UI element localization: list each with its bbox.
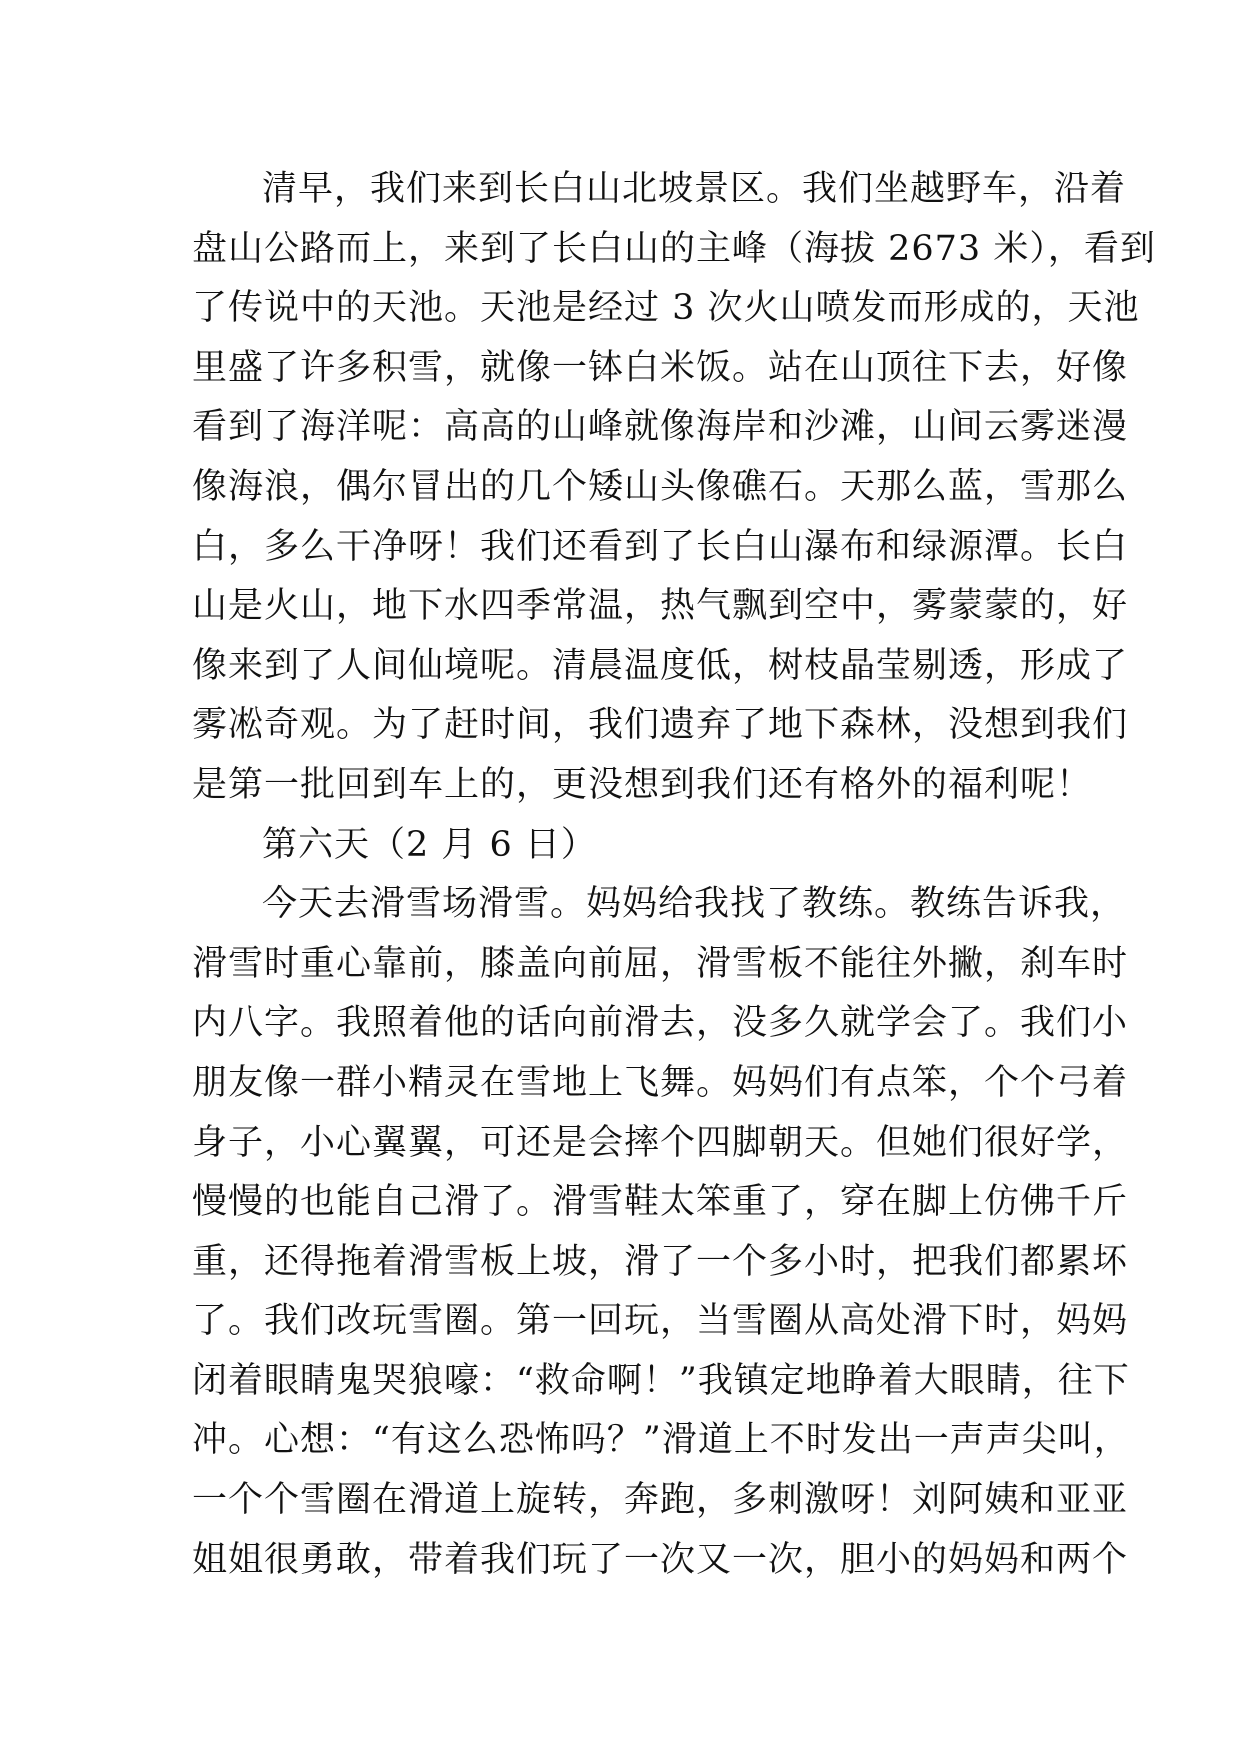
text-line: 朋友像一群小精灵在雪地上飞舞。妈妈们有点笨，个个弓着 [192, 1062, 1129, 1103]
text-line: 山是火山，地下水四季常温，热气飘到空中，雾蒙蒙的，好 [192, 586, 1129, 627]
text-line: 滑雪时重心靠前，膝盖向前屈，滑雪板不能往外撇，刹车时 [192, 943, 1129, 984]
paragraph-skiing [192, 875, 1130, 1590]
text-line: 慢慢的也能自己滑了。滑雪鞋太笨重了，穿在脚上仿佛千斤 [192, 1182, 1129, 1223]
text-line: 重，还得拖着滑雪板上坡，滑了一个多小时，把我们都累坏 [192, 1241, 1129, 1282]
text-line: 了传说中的天池。天池是经过 3 次火山喷发而形成的，天池 [192, 288, 1140, 329]
text-line: 了。我们改玩雪圈。第一回玩，当雪圈从高处滑下时，妈妈 [192, 1301, 1129, 1342]
text-line: 是第一批回到车上的，更没想到我们还有格外的福利呢！ [192, 764, 1093, 805]
paragraph-changbai-mountain [192, 160, 1156, 816]
text-line: 身子，小心翼翼，可还是会摔个四脚朝天。但她们很好学， [192, 1122, 1129, 1163]
text-line: 像来到了人间仙境呢。清晨温度低，树枝晶莹剔透，形成了 [192, 645, 1129, 686]
text-line: 姐姐很勇敢，带着我们玩了一次又一次，胆小的妈妈和两个 [192, 1539, 1129, 1580]
text-line: 冲。心想：“有这么恐怖吗？”滑道上不时发出一声声尖叫， [192, 1420, 1130, 1461]
text-line: 内八字。我照着他的话向前滑去，没多久就学会了。我们小 [192, 1003, 1129, 1044]
text-line: 里盛了许多积雪，就像一钵白米饭。站在山顶往下去，好像 [192, 347, 1129, 388]
text-line: 今天去滑雪场滑雪。妈妈给我找了教练。教练告诉我， [262, 884, 1127, 925]
day-heading: 第六天（2 月 6 日） [262, 824, 597, 865]
text-line: 白，多么干净呀！我们还看到了长白山瀑布和绿源潭。长白 [192, 526, 1129, 567]
text-line: 清早，我们来到长白山北坡景区。我们坐越野车，沿着 [262, 169, 1127, 209]
text-line: 盘山公路而上，来到了长白山的主峰（海拔 2673 米），看到 [192, 228, 1156, 269]
text-line: 闭着眼睛鬼哭狼嚎：“救命啊！”我镇定地睁着大眼睛，往下 [192, 1360, 1130, 1401]
text-line: 看到了海洋呢：高高的山峰就像海岸和沙滩，山间云雾迷漫 [192, 407, 1129, 448]
text-line: 雾凇奇观。为了赶时间，我们遗弃了地下森林，没想到我们 [192, 705, 1129, 746]
text-line: 像海浪，偶尔冒出的几个矮山头像礁石。天那么蓝，雪那么 [192, 466, 1129, 507]
document-body [192, 160, 1156, 1590]
text-line: 一个个雪圈在滑道上旋转，奔跑，多刺激呀！刘阿姨和亚亚 [192, 1480, 1129, 1521]
